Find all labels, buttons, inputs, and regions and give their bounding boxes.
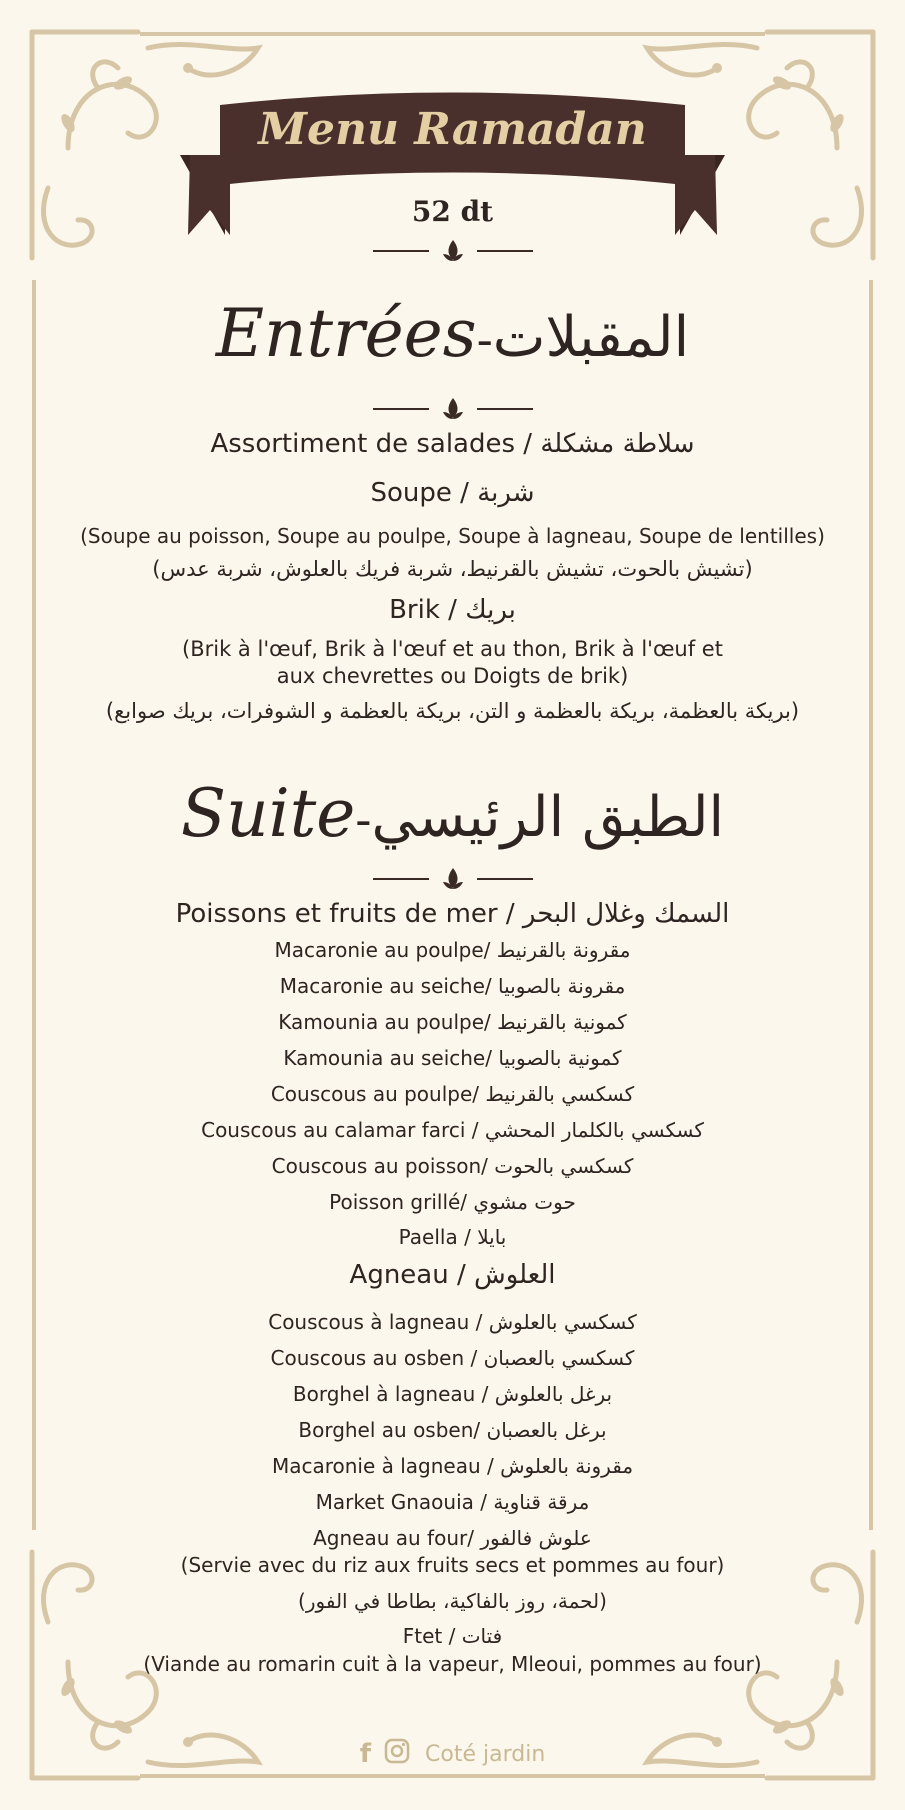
divider-top bbox=[0, 240, 905, 262]
restaurant-name: Coté jardin bbox=[425, 1741, 546, 1767]
divider-suite bbox=[0, 868, 905, 890]
lamb-item: Borghel à lagneau / برغل بالعلوش bbox=[292, 1382, 613, 1406]
lamb-item: Couscous au osben / كسكسي بالعصبان bbox=[270, 1346, 635, 1370]
menu-title: Menu Ramadan bbox=[258, 104, 647, 155]
price-label: 52 dt bbox=[411, 195, 494, 228]
divider-entrees bbox=[0, 398, 905, 420]
entrees-heading bbox=[0, 295, 905, 372]
suite-title-fr: Suite bbox=[180, 775, 356, 852]
entrees-line-brik-fr-2: aux chevrettes ou Doigts de brik) bbox=[276, 664, 629, 688]
lamb-item: Macaronie à lagneau / مقرونة بالعلوش bbox=[271, 1454, 634, 1478]
seafood-item: Kamounia au seiche/ كمونية بالصوبيا bbox=[283, 1046, 622, 1070]
seafood-item: Macaronie au poulpe/ مقرونة بالقرنيط bbox=[274, 938, 631, 962]
seafood-item: Paella / بايلا bbox=[398, 1225, 507, 1249]
entrees-title-ar: المقبلات bbox=[492, 305, 690, 370]
instagram-icon[interactable] bbox=[384, 1738, 410, 1770]
lamb-item: Ftet / فتات bbox=[402, 1624, 503, 1648]
entrees-line-soupe-fr: (Soupe au poisson, Soupe au poulpe, Soupe à lagneau, Soupe de lentilles) bbox=[80, 524, 825, 548]
leaf-icon bbox=[443, 398, 463, 420]
leaf-icon bbox=[443, 868, 463, 890]
seafood-item: Couscous au poulpe/ كسكسي بالقرنيط bbox=[270, 1082, 635, 1106]
entrees-title-sep: - bbox=[476, 312, 493, 368]
lamb-title: Agneau / العلوش bbox=[349, 1260, 556, 1290]
seafood-title: Poissons et fruits de mer / السمك وغلال البحر bbox=[175, 899, 730, 929]
seafood-item: Macaronie au seiche/ مقرونة بالصوبيا bbox=[279, 974, 626, 998]
suite-title-sep: - bbox=[355, 792, 372, 848]
seafood-item: Poisson grillé/ حوت مشوي bbox=[329, 1190, 576, 1214]
lamb-item-note-ar: (لحمة، روز بالفاكية، بطاطا في الفور) bbox=[298, 1589, 607, 1613]
entrees-line-soupe: Soupe / شربة bbox=[370, 478, 535, 508]
leaf-icon bbox=[443, 240, 463, 262]
suite-heading bbox=[0, 775, 905, 852]
lamb-item-note: (Viande au romarin cuit à la vapeur, Mleoui, pommes au four) bbox=[143, 1652, 762, 1676]
seafood-item: Couscous au poisson/ كسكسي بالحوت bbox=[271, 1154, 634, 1178]
lamb-item: Borghel au osben/ برغل بالعصبان bbox=[298, 1418, 607, 1442]
entrees-line-brik-ar: (بريكة بالعظمة، بريكة بالعظمة و التن، بريكة بالعظمة و الشوفرات، بريك صوابع) bbox=[105, 699, 800, 723]
lamb-item: Couscous à lagneau / كسكسي بالعلوش bbox=[268, 1310, 637, 1334]
entrees-line-brik: Brik / بريك bbox=[389, 595, 516, 625]
entrees-line-brik-fr-1: (Brik à l'œuf, Brik à l'œuf et au thon, Brik à l'œuf et bbox=[182, 637, 723, 661]
lamb-item: Market Gnaouia / مرقة قناوية bbox=[315, 1490, 590, 1514]
seafood-item: Couscous au calamar farci / كسكسي بالكلمار المحشي bbox=[201, 1118, 704, 1142]
seafood-item: Kamounia au poulpe/ كمونية بالقرنيط bbox=[278, 1010, 627, 1034]
entrees-line-salades: Assortiment de salades / سلاطة مشكلة bbox=[210, 429, 695, 459]
entrees-line-soupe-ar: (تشيش بالحوت، تشيش بالقرنيط، شربة فريك بالعلوش، شربة عدس) bbox=[152, 557, 753, 581]
lamb-item: Agneau au four/ علوش فالفور bbox=[313, 1526, 592, 1550]
entrees-title-fr: Entrées bbox=[215, 295, 477, 372]
footer bbox=[0, 1738, 905, 1770]
lamb-item-note: (Servie avec du riz aux fruits secs et pommes au four) bbox=[180, 1553, 725, 1577]
suite-title-ar: الطبق الرئيسي bbox=[371, 785, 725, 850]
facebook-icon[interactable]: f bbox=[359, 1739, 372, 1769]
